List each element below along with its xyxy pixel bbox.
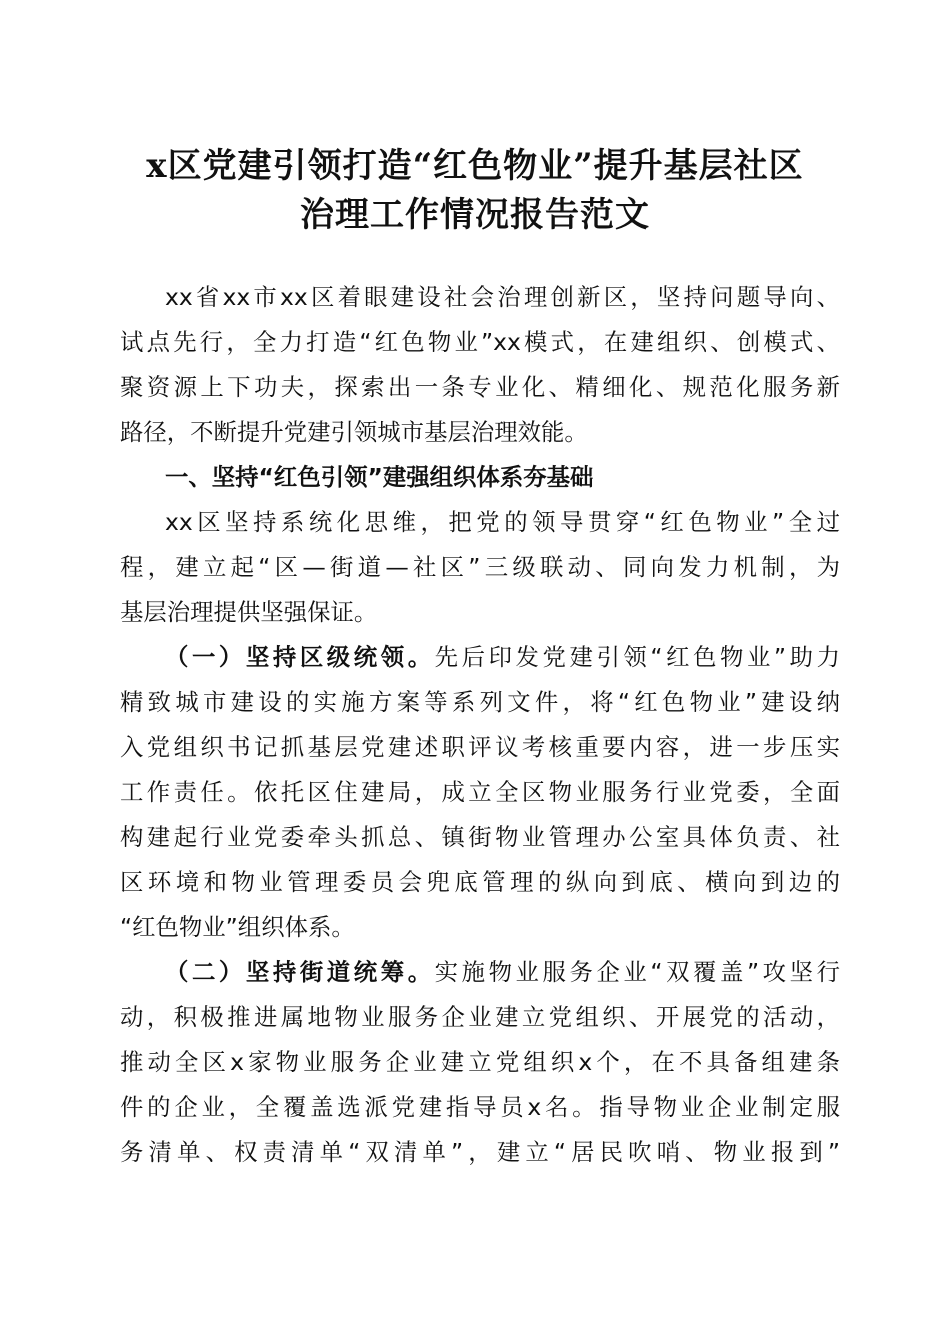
sub2-first-text: 实施物业服务企业“双覆盖”攻坚行 (434, 958, 840, 986)
sub1-line: 入党组织书记抓基层党建述职评议考核重要内容，进一步压实 (120, 733, 840, 761)
section-heading: 一、坚持“红色引领”建强组织体系夯基础 (165, 463, 594, 491)
section1-line: xx区坚持系统化思维，把党的领导贯穿“红色物业”全过 (165, 508, 840, 536)
sub1-line: 构建起行业党委牵头抓总、镇街物业管理办公室具体负责、社 (120, 823, 840, 851)
sub1-line: 区环境和物业管理委员会兜底管理的纵向到底、横向到边的 (120, 868, 840, 896)
intro-line: 路径，不断提升党建引领城市基层治理效能。 (120, 418, 588, 446)
sub1-first-text: 先后印发党建引领“红色物业”助力 (434, 643, 840, 671)
sub2-line: 推动全区x家物业服务企业建立党组织x个，在不具备组建条 (120, 1048, 840, 1076)
sub1-line: “红色物业”组织体系。 (120, 913, 355, 941)
sub2-lead: （二）坚持街道统筹。 (165, 958, 435, 986)
sub1-line: 工作责任。依托区住建局，成立全区物业服务行业党委，全面 (120, 778, 840, 806)
intro-line: xx省xx市xx区着眼建设社会治理创新区，坚持问题导向、 (165, 283, 840, 311)
section1-line: 基层治理提供坚强保证。 (120, 598, 378, 626)
sub1-first-line (165, 635, 840, 679)
sub1-line: 精致城市建设的实施方案等系列文件，将“红色物业”建设纳 (120, 688, 840, 716)
sub1-lead: （一）坚持区级统领。 (165, 643, 435, 671)
sub2-first-line (165, 950, 840, 994)
intro-line: 试点先行，全力打造“红色物业”xx模式，在建组织、创模式、 (120, 328, 840, 356)
document-title-line-1: x区党建引领打造“红色物业”提升基层社区 (146, 146, 804, 186)
sub2-line: 件的企业，全覆盖选派党建指导员x名。指导物业企业制定服 (120, 1093, 840, 1121)
intro-line: 聚资源上下功夫，探索出一条专业化、精细化、规范化服务新 (120, 373, 840, 401)
sub2-line: 务清单、权责清单“双清单”，建立“居民吹哨、物业报到” (120, 1138, 840, 1166)
section1-line: 程，建立起“区—街道—社区”三级联动、同向发力机制，为 (120, 553, 840, 581)
document-title-line-2: 治理工作情况报告范文 (300, 195, 650, 235)
sub2-line: 动，积极推进属地物业服务企业建立党组织、开展党的活动， (120, 1003, 840, 1031)
